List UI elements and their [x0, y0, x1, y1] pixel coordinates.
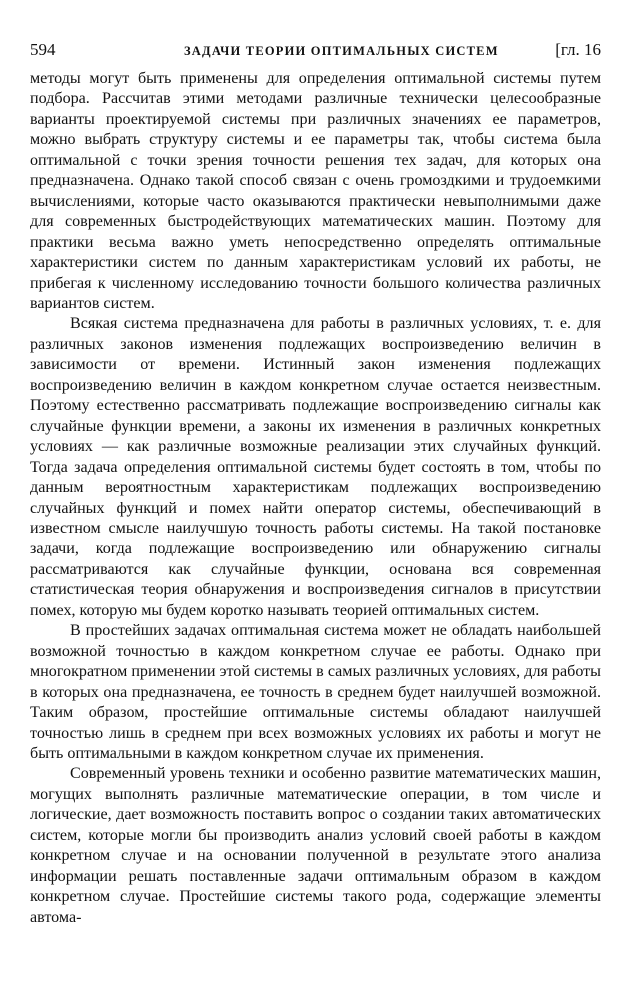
body-text: [30, 69, 601, 928]
paragraph-continued: методы могут быть применены для определения оптимальной системы путем подбора. Рассчитав этими методами различные технически целесообразные варианты проектируемой системы при различных значениях ее параметров, можно выбрать структуру системы и ее параметры так, чтобы система была оптимальной с точки зрения точности решения тех задач, для которых она предназначена. Однако такой способ связан с очень громоздкими и трудоемкими вычислениями, которые часто оказываются практически невыполнимыми даже для современных быстродействующих математических машин. Поэтому для практики весьма важно уметь непосредственно определять оптимальные характеристики систем по данным характеристикам условий их работы, не прибегая к численному исследованию точности большого количества различных вариантов систем.: [30, 70, 601, 312]
paragraph: Современный уровень техники и особенно развитие математических машин, могущих выполнять различные математические операции, в том числе и логические, дает возможность поставить вопрос о создании таких автоматических систем, которые могли бы производить анализ условий своей работы в каждом конкретном случае и на основании полученной в результате этого анализа информации решать поставленные задачи оптимальным образом в каждом конкретном случае. Простейшие системы такого рода, содержащие элементы автома-: [30, 765, 601, 926]
running-title: ЗАДАЧИ ТЕОРИИ ОПТИМАЛЬНЫХ СИСТЕМ: [184, 44, 499, 58]
paragraph: Всякая система предназначена для работы в различных условиях, т. е. для различных законов изменения подлежащих воспроизведению величин в зависимости от времени. Истинный закон изменения подлежащих воспроизведению величин в каждом конкретном случае остается неизвестным. Поэтому естественно рассматривать подлежащие воспроизведению сигналы как случайные функции времени, а законы их изменения в различных конкретных условиях — как различные возможные реализации этих случайных функций. Тогда задача определения оптимальной системы будет состоять в том, чтобы по данным вероятностным характеристикам подлежащих воспроизведению случайных функций и помех найти оператор системы, обеспечивающий в известном смысле наилучшую точность работы системы. На такой постановке задачи, когда подлежащие воспроизведению или обнаружению сигналы рассматриваются как случайные функции, основана вся современная статистическая теория обнаружения и воспроизведения сигналов в присутствии помех, которую мы будем коротко называть теорией оптимальных систем.: [30, 315, 601, 619]
chapter-reference: [гл. 16: [555, 40, 601, 59]
book-page: [30, 38, 601, 928]
paragraph: В простейших задачах оптимальная система может не обладать наибольшей возможной точностью в каждом конкретном случае ее работы. Однако при многократном применении этой системы в самых различных условиях, для работы в которых она предназначена, ее точность в среднем будет наилучшей возможной. Таким образом, простейшие оптимальные системы обладают наилучшей точностью лишь в среднем при всех возможных условиях их работы и могут не быть оптимальными в каждом конкретном случае их применения.: [30, 622, 601, 762]
page-number: 594: [30, 40, 56, 59]
page-header: [30, 38, 601, 62]
